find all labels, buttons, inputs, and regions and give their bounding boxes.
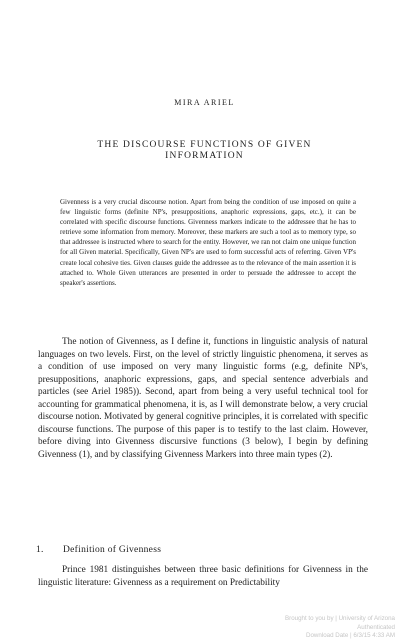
watermark-line-3: Download Date | 6/3/15 4:33 AM	[306, 631, 395, 639]
intro-paragraph-text: The notion of Givenness, as I define it, functions in linguistic analysis of natural languages on two levels. First, on the level of strictly linguistic phenomena, it serves as a condition of use imposed on very many linguistic forms (e.g, definite NP's, presuppositions, anaphoric expressions, gaps, and special sentence adverbials and particles (see Ariel 1985)). Second, apart from being a very useful technical tool for accounting for grammatical phenomena, it is, as I will demonstrate below, a very crucial discourse notion. Motivated by general cognitive principles, it is correlated with specific discourse functions. The purpose of this paper is to testify to the last claim. However, before diving into Givenness discursive functions (3 below), I begin by defining Givenness (1), and by classifying Givenness Markers into three main types (2).	[38, 337, 368, 460]
download-watermark	[235, 615, 395, 640]
title-line-1: THE DISCOURSE FUNCTIONS OF GIVEN	[97, 140, 312, 150]
abstract: Givenness is a very crucial discourse notion. Apart from being the condition of use imposed on quite a few linguistic forms (definite NP's, presuppositions, anaphoric expressions, gaps, etc.), it can be correlated with specific discourse functions. Givenness markers indicate to the addressee that he has to retrieve some information from memory. Moreover, these markers are such a tool as to memory type, so that addressee is instructed where to search for the entity. However, we ran not claim one unique function for all Given material. Specifically, Given NP's are used to form successful acts of referring. Given VP's create local cohesive ties. Given clauses guide the addressee as to the relevance of the main assertion it is attached to. Whole Given utterances are presented in order to persuade the addressee to accept the speaker's assertions.	[60, 198, 356, 287]
section-heading	[36, 545, 366, 555]
title-line-2: INFORMATION	[165, 151, 244, 161]
watermark-line-2: Authenticated	[357, 623, 395, 631]
watermark-line-1: Brought to you by | University of Arizona	[285, 615, 395, 623]
section-title: Definition of Givenness	[63, 545, 162, 555]
intro-paragraph	[38, 336, 368, 461]
section-paragraph	[38, 564, 368, 589]
author-name: MIRA ARIEL	[174, 98, 235, 107]
section-number: 1.	[36, 545, 44, 555]
section-paragraph-text: Prince 1981 distinguishes between three basic definitions for Givenness in the linguistic literature: Givenness as a requirement on Predictability	[38, 565, 368, 588]
paper-title	[40, 140, 369, 162]
